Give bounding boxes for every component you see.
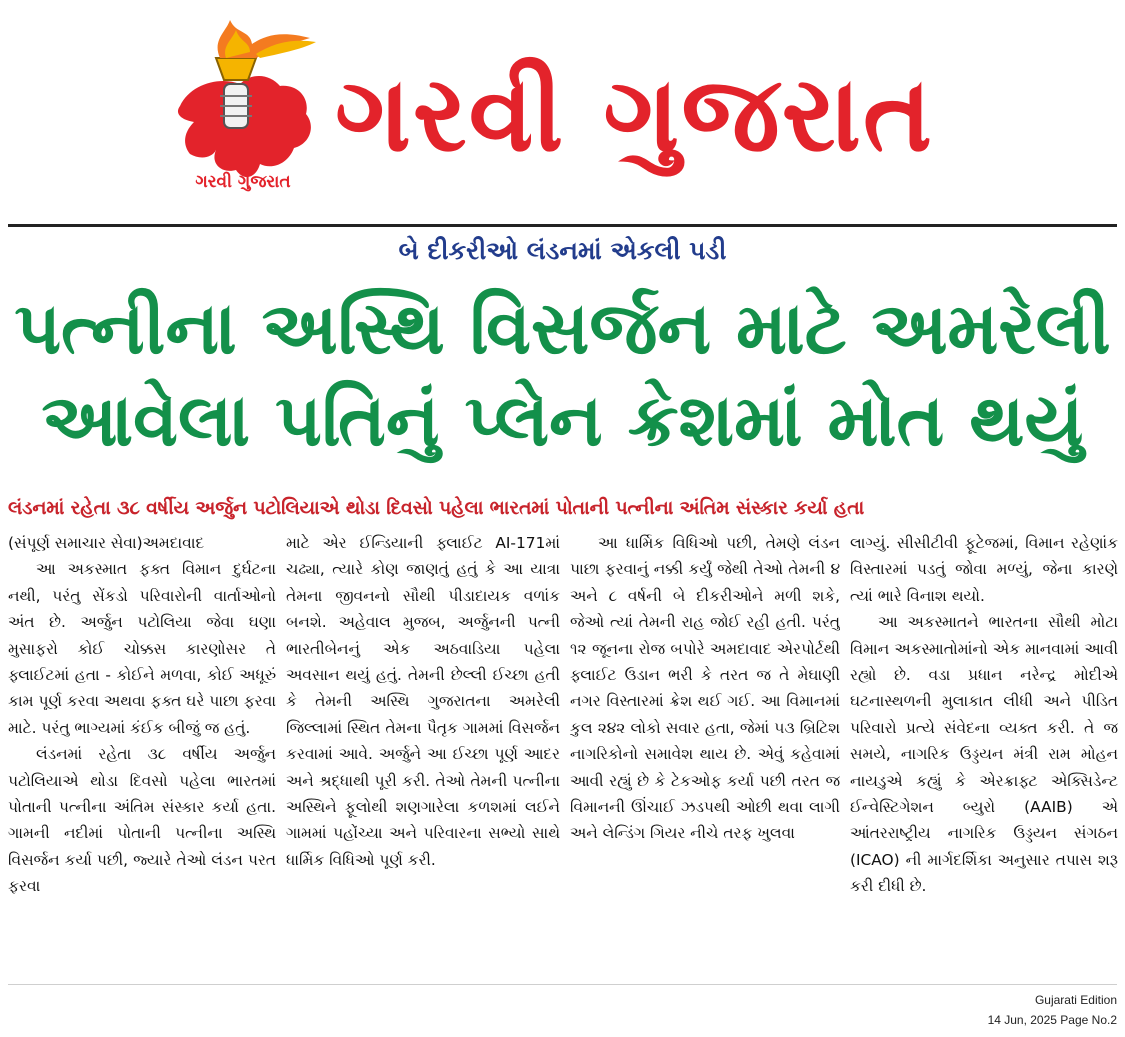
newspaper-name: ગરવી ગુજરાત [335,53,934,175]
masthead-divider [8,224,1117,227]
date-page-label: 14 Jun, 2025 Page No.2 [987,1013,1117,1027]
article-kicker: બે દીકરીઓ લંડનમાં એકલી પડી [398,236,727,265]
headline-line-1: પત્નીના અસ્થિ વિસર્જન માટે અમરેલી [14,286,1111,370]
edition-label: Gujarati Edition [1034,993,1117,1007]
article-column-2 [286,530,560,980]
headline-line-2: આવેલા પતિનું પ્લેન ક્રેશમાં મોત થયું [41,378,1084,462]
article-subhead: લંડનમાં રહેતા ૩૮ વર્ષીય અર્જુન પટોલિયાએ થોડા દિવસો પહેલા ભારતમાં પોતાની પત્નીના અંતિમ સંસ્કાર કર્યા હતા [8,497,865,519]
article-column-4 [850,530,1118,980]
paragraph: આ અકસ્માતને ભારતના સૌથી મોટા વિમાન અકસ્માતોમાંનો એક માનવામાં આવી રહ્યો છે. વડા પ્રધાન નરેન્દ્ર મોદીએ ઘટનાસ્થળની મુલાકાત લીધી અને પીડિત પરિવારો પ્રત્યે સંવેદના વ્યક્ત કરી. તે જ સમયે, નાગરિક ઉડ્ડયન મંત્રી રામ મોહન નાયડુએ કહ્યું કે એરક્રાફ્ટ એક્સિડેન્ટ ઈન્વેસ્ટિગેશન બ્યુરો (AAIB) એ આંતરરાષ્ટ્રીય નાગરિક ઉડ્ડયન સંગઠન (ICAO) ની માર્ગદર્શિકા અનુસાર તપાસ શરૂ કરી દીધી છે. [850,613,1118,896]
article-headline [8,282,1117,466]
paragraph: લંડનમાં રહેતા ૩૮ વર્ષીય અર્જુન પટોલિયાએ થોડા દિવસો પહેલા ભારતમાં પોતાની પત્નીના અંતિમ સંસ્કાર કર્યા હતા. ગામની નદીમાં પોતાની પત્નીના અસ્થિ વિસર્જન કર્યા પછી, જ્યારે તેઓ લંડન પરત ફરવા [8,745,276,896]
paragraph: લાગ્યું. સીસીટીવી ફૂટેજમાં, વિમાન રહેણાંક વિસ્તારમાં પડતું જોવા મળ્યું, જેના કારણે ત્યાં ભારે વિનાશ થયો. [850,534,1118,605]
edition-info [988,990,1117,1030]
article-column-1 [8,530,276,980]
article-column-3 [570,530,840,980]
paragraph: આ અકસ્માત ફક્ત વિમાન દુર્ઘટના નથી, પરંતુ સેંકડો પરિવારોની વાર્તાઓનો અંત છે. અર્જુન પટોલિયા જેવા ઘણા મુસાફરો કોઈ ચોક્કસ કારણોસર તે ફ્લાઈટમાં હતા - કોઈને મળવા, કોઈ અધૂરું કામ પૂર્ણ કરવા અથવા ફક્ત ઘરે પાછા ફરવા માટે. પરંતુ ભાગ્યમાં કંઈક બીજું જ હતું. [8,560,276,737]
footer-divider [8,984,1117,985]
paragraph: આ ધાર્મિક વિધિઓ પછી, તેમણે લંડન પાછા ફરવાનું નક્કી કર્યું જેથી તેઓ તેમની ૪ અને ૮ વર્ષની બે દીકરીઓને મળી શકે, જેઓ ત્યાં તેમની રાહ જોઈ રહી હતી. પરંતુ ૧૨ જૂનના રોજ બપોરે અમદાવાદ એરપોર્ટથી ફ્લાઈટ ઉડાન ભરી કે તરત જ તે મેઘાણી નગર વિસ્તારમાં ક્રેશ થઈ ગઈ. આ વિમાનમાં કુલ ૨૪૨ લોકો સવાર હતા, જેમાં ૫૩ બ્રિટિશ નાગરિકોનો સમાવેશ થાય છે. એવું કહેવામાં આવી રહ્યું છે કે ટેકઓફ કર્યા પછી તરત જ વિમાનની ઊંચાઈ ઝડપથી ઓછી થવા લાગી અને લેન્ડિંગ ગિયર નીચે તરફ ખુલવા [570,534,840,843]
paragraph: માટે એર ઈન્ડિયાની ફ્લાઈટ AI-171માં ચઢ્યા, ત્યારે કોણ જાણતું હતું કે આ યાત્રા તેમના જીવનનો સૌથી પીડાદાયક વળાંક બનશે. અહેવાલ મુજબ, અર્જુનની પત્ની ભારતીબેનનું એક અઠવાડિયા પહેલા અવસાન થયું હતું. તેમની છેલ્લી ઈચ્છા હતી કે તેમની અસ્થિ ગુજરાતના અમરેલી જિલ્લામાં સ્થિત તેમના પૈતૃક ગામમાં વિસર્જન કરવામાં આવે. અર્જુને આ ઈચ્છા પૂર્ણ આદર અને શ્રદ્ધાથી પૂરી કરી. તેઓ તેમની પત્નીના અસ્થિને ફૂલોથી શણગારેલા કળશમાં લઈને ગામમાં પહોંચ્યા અને પરિવારના સભ્યો સાથે ધાર્મિક વિધિઓ પૂર્ણ કરી. [286,534,560,869]
masthead [0,0,1125,222]
dateline: (સંપૂર્ણ સમાચાર સેવા)અમદાવાદ [8,534,205,552]
logo-caption: ગરવી ગુજરાત [195,172,291,192]
article-body [8,530,1120,980]
